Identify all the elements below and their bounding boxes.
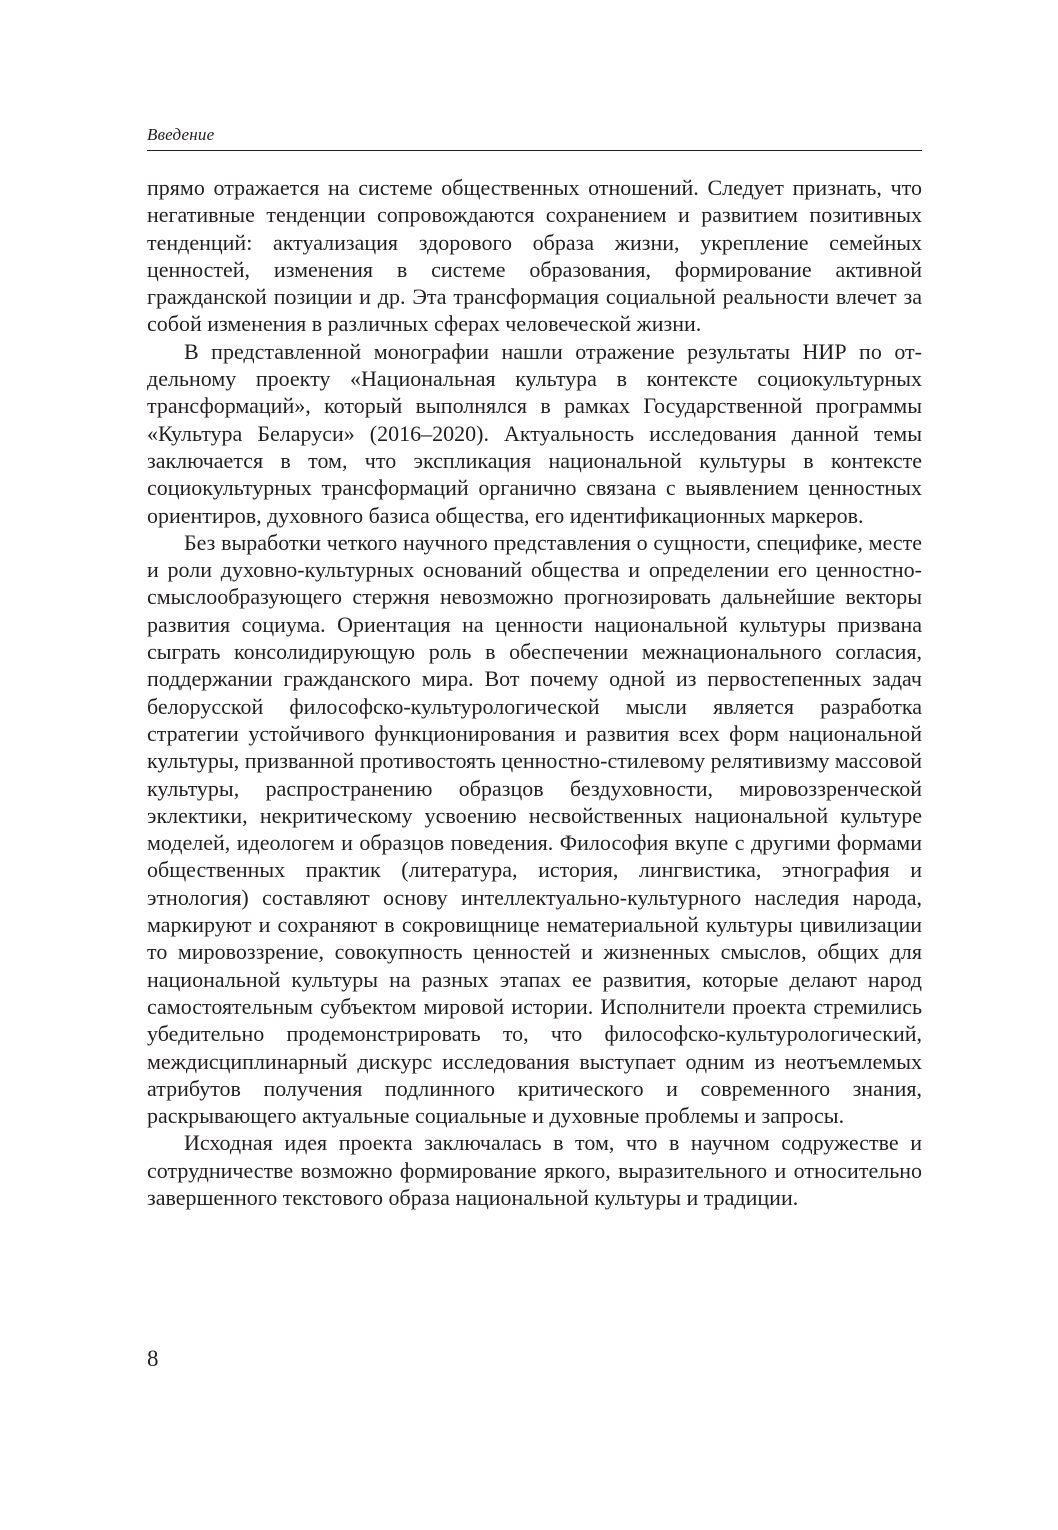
book-page [147,0,922,1530]
running-head: Введение [147,125,215,144]
paragraph: Без выработки четкого научного представления о сущности, специфике, месте и роли духовно-культурных оснований общества и определении его ценностно-смыслообразующего стержня невозможно прогнозировать дальнейшие векторы развития социума. Ориентация на ценности национальной культуры призвана сыграть консолидирующую роль в обеспечении межнационального согласия, поддержании гражданского мира. Вот почему одной из первостепенных задач белорусской философско-культурологической мысли является разработка стратегии устойчивого функционирования и развития всех форм национальной культуры, призванной противостоять ценностно-стилевому релятивизму массовой культуры, распространению образцов бездуховности, мировоззренческой эклектики, некритическому усвоению несвойственных национальной культуре моделей, идеологем и образцов поведения. Философия вкупе с другими формами общественных практик (литература, история, лингвистика, этнография и этнология) составляют основу интеллектуально-культурного наследия народа, маркируют и сохраняют в сокровищнице нематериальной культуры цивилизации то мировоззрение, совокупность ценностей и жизненных смыслов, общих для национальной культуры на разных этапах ее развития, которые делают народ самостоятельным субъектом мировой истории. Исполнители проекта стремились убедительно продемонстрировать то, что философско-культурологический, междисциплинарный дискурс исследования выступает одним из неотъемлемых атрибутов получения подлинного критического и современного знания, раскрывающего актуальные социальные и духовные проблемы и запросы. [147,529,922,1129]
body-text [147,174,922,1211]
paragraph: Исходная идея проекта заключалась в том, что в научном содружестве и сотрудничестве возможно формирование яркого, выразительного и относительно завершенного текстового образа национальной культуры и традиции. [147,1130,922,1210]
paragraph-continuation: прямо отражается на системе общественных отношений. Следует признать, что негативные тенденции сопровождаются сохранением и развитием позитивных тенденций: актуализация здорового образа жизни, укрепление семейных ценностей, изменения в системе образования, формирование активной гражданской позиции и др. Эта трансформация социальной реальности влечет за собой изменения в различных сферах человеческой жизни. [147,175,922,337]
paragraph: В представленной монографии нашли отражение результаты НИР по отдельному проекту «Национальная культура в контексте социокультурных трансформаций», который выполнялся в рамках Государственной программы «Культура Беларуси» (2016–2020). Актуальность исследования данной темы заключается в том, что экспликация национальной культуры в контексте социокультурных трансформаций органично связана с выявлением ценностных ориентиров, духовного базиса общества, его идентификационных маркеров. [147,338,922,528]
header-rule [147,150,922,151]
page-number: 8 [147,1346,159,1371]
